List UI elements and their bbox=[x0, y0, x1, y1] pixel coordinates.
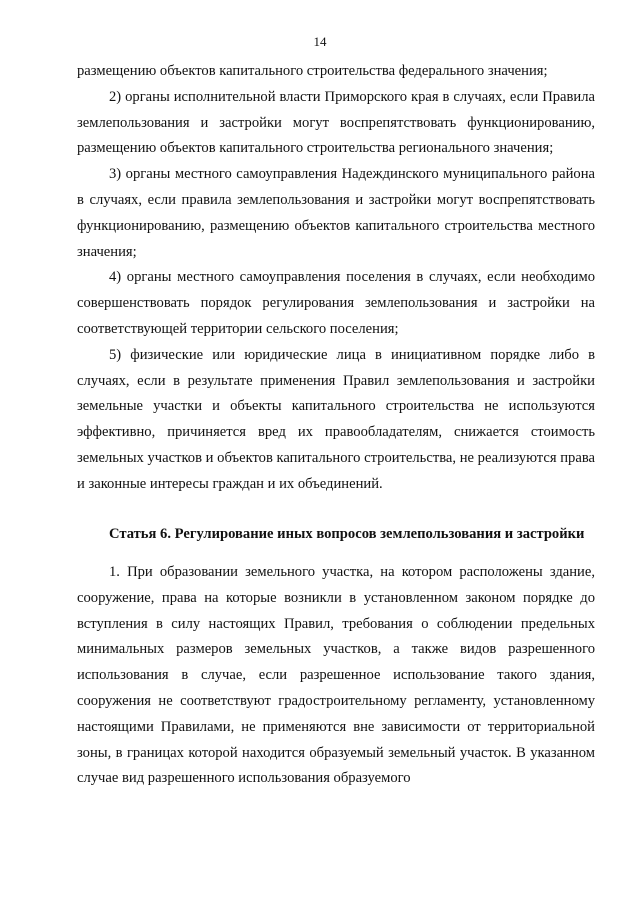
paragraph-item-5: 5) физические или юридические лица в инициативном порядке либо в случаях, если в результате применения Правил землепользования и застройки земельные участки и объекты капитального строительства не используются эффективно, причиняется вред их правообладателям, снижается стоимость земельных участков и объектов капитального строительства, не реализуются права и законные интересы граждан и их объединений. bbox=[77, 346, 595, 492]
paragraph-item-3: 3) органы местного самоуправления Надеждинского муниципального района в случаях, если правила землепользования и застройки могут воспрепятствовать функционированию, размещению объектов капитального строительства местного значения; bbox=[77, 166, 595, 260]
document-body bbox=[77, 59, 595, 792]
paragraph-item-4: 4) органы местного самоуправления поселения в случаях, если необходимо совершенствовать порядок регулирования землепользования и застройки на соответствующей территории сельского поселения; bbox=[77, 269, 595, 337]
paragraph-item-2: 2) органы исполнительной власти Приморского края в случаях, если Правила землепользования и застройки могут воспрепятствовать функционированию, размещению объектов капитального строительства регионального значения; bbox=[77, 88, 595, 157]
paragraph-article-6-item-1: 1. При образовании земельного участка, на котором расположены здание, сооружение, права на которые возникли в установленном законом порядке до вступления в силу настоящих Правил, требования о соблюдении предельных минимальных размеров земельных участков, а также видов разрешенного использования в случае, если разрешенное использование такого здания, сооружения не соответствуют градостроительному регламенту, установленному настоящими Правилами, не применяются вне зависимости от территориальной зоны, в границах которой находится образуемый земельный участок. В указанном случае вид разрешенного использования образуемого bbox=[77, 564, 595, 787]
page-number: 14 bbox=[313, 34, 327, 49]
paragraph-continuation: размещению объектов капитального строительства федерального значения; bbox=[77, 63, 548, 79]
article-heading: Статья 6. Регулирование иных вопросов землепользования и застройки bbox=[109, 525, 585, 542]
